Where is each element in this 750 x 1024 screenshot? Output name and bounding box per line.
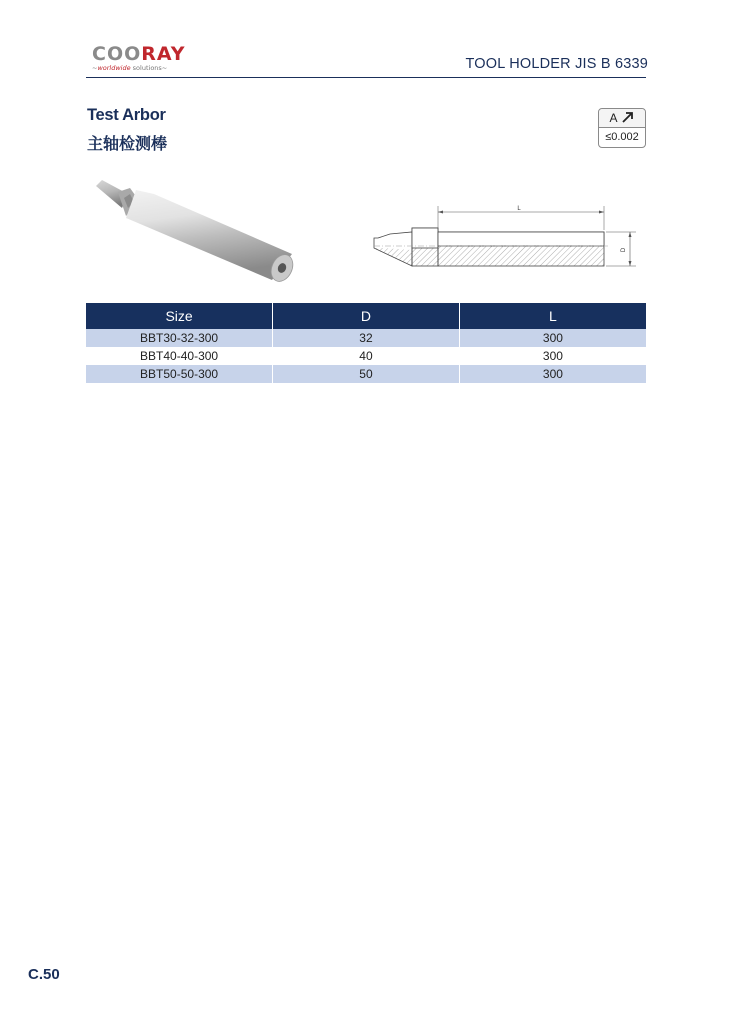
runout-arrow-icon bbox=[621, 111, 635, 126]
diameter-label: D bbox=[621, 247, 627, 253]
table-row bbox=[86, 329, 646, 347]
tolerance-value: ≤0.002 bbox=[605, 131, 639, 143]
brand-tag-highlight: worldwide bbox=[97, 64, 131, 72]
cell-size: BBT50-50-300 bbox=[86, 365, 273, 383]
brand-wordmark bbox=[92, 44, 202, 64]
brand-name-part1: COO bbox=[92, 43, 142, 65]
table-row bbox=[86, 365, 646, 383]
column-header-d: D bbox=[273, 303, 460, 329]
diameter-dimension bbox=[606, 232, 636, 266]
product-photo bbox=[96, 176, 302, 288]
drawing-outline bbox=[374, 228, 608, 266]
brand-tagline bbox=[92, 64, 202, 73]
spec-table bbox=[86, 303, 646, 383]
cell-size: BBT30-32-300 bbox=[86, 329, 273, 347]
column-header-size: Size bbox=[86, 303, 273, 329]
tolerance-header bbox=[599, 109, 645, 128]
product-title-en: Test Arbor bbox=[87, 106, 166, 124]
header-divider bbox=[86, 77, 646, 78]
technical-drawing bbox=[368, 200, 644, 276]
brand-logo bbox=[92, 44, 202, 78]
length-dimension bbox=[438, 206, 604, 230]
cell-d: 50 bbox=[273, 365, 460, 383]
tolerance-datum: A bbox=[609, 111, 618, 125]
product-title-cn: 主轴检测棒 bbox=[87, 134, 168, 153]
brand-tag-rest: solutions~ bbox=[130, 64, 168, 72]
table-header-row bbox=[86, 303, 646, 329]
cell-d: 40 bbox=[273, 347, 460, 365]
page-number: C.50 bbox=[28, 966, 60, 983]
cell-l: 300 bbox=[459, 329, 646, 347]
cell-l: 300 bbox=[459, 365, 646, 383]
cell-d: 32 bbox=[273, 329, 460, 347]
length-label: L bbox=[517, 206, 521, 212]
cell-size: BBT40-40-300 bbox=[140, 349, 219, 363]
column-header-l: L bbox=[459, 303, 646, 329]
brand-name-part2: RAY bbox=[141, 43, 186, 65]
section-title: TOOL HOLDER JIS B 6339 bbox=[465, 56, 648, 72]
table-row bbox=[86, 347, 646, 365]
arbor-body bbox=[126, 190, 297, 285]
brand-tag-prefix: ~ bbox=[92, 64, 98, 72]
tolerance-callout bbox=[598, 108, 646, 148]
cell-l: 300 bbox=[459, 347, 646, 365]
